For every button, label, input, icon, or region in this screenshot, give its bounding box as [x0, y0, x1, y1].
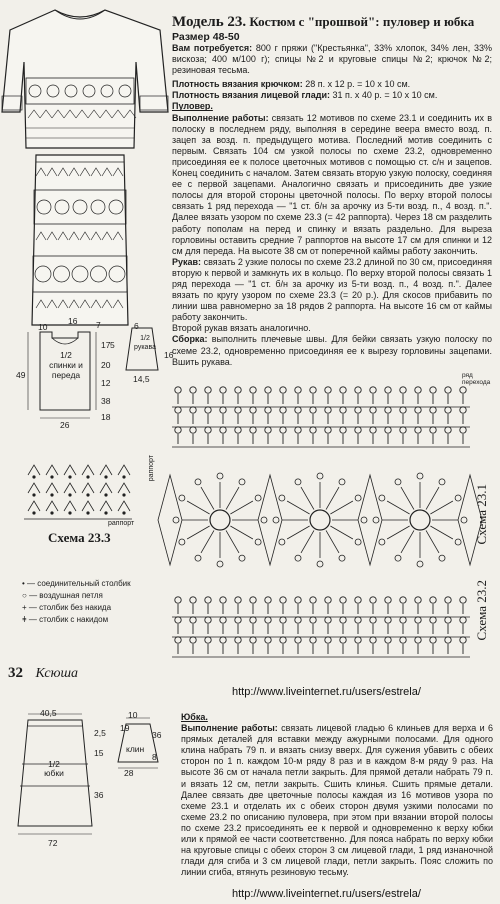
fan-mark: [118, 483, 130, 493]
chain-loop: [310, 637, 316, 643]
petal-loop: [217, 561, 223, 567]
chain-loop: [265, 597, 271, 603]
chain-loop: [340, 387, 346, 393]
wedge-pattern-sketch: [110, 706, 180, 776]
chain-loop: [370, 387, 376, 393]
chain-loop: [220, 407, 226, 413]
chain-loop: [340, 407, 346, 413]
fan-mark: [64, 465, 76, 475]
chain-loop: [235, 407, 241, 413]
dim-right-1: 17: [101, 340, 111, 350]
dim-left-height: 49: [16, 370, 26, 380]
fan-mark: [118, 465, 130, 475]
pullover-description: Вам потребуется: 800 г пряжи ("Крестьянка", 33% хлопок, 34% лен, 33% вискоза; 400 м/100 г); спицы №2 и круговые спицы №2; крючок №2; резиновая тесьма. Плотность вязания крючком: 28 п. х 12 р. = 10 х 10 см. Плотность вязания лицевой глади: 31 п. х 40 р. = 10 х 10 см. Пуловер. Выполнение работы: связать 12 мотивов по схеме 23.1 и соединить их в полоску в последнем ряду, выполняя в середине веера вместо возд. п. зацеп за возд. п. предыдущего мотива. Последний мотив соединить с первым. Связать 104 см узкой полосы по схеме 23.2, одновременно присоединяя ее к полосе цветочных мотивов с помощью ст. с/н и зацепов. Конец соединить с началом. Затем связать вторую узкую полоску, соединяя ее с первой зацепами. Аналогично связать и присоединить две узкие полосы для второй стороны цветочной полосы. По верху второй полосы связать 1 ряд перехода — "1 ст. б/н за арочку из 5-ти возд. п., 4 возд. п.". Далее вязать узором по схеме 23.3 (= 42 раппорта). Через 18 см разделить работу пополам на перед и спинку и вязать раздельно. Для выреза горловины оставить средние 7 раппортов на высоте 17 см для спинки и 12 см для переда. На высоте 38 см от поперечной каймы работу закончить. Рукав: связать 2 узкие полосы по схеме 23.2 длиной по 30 см, присоединяя вторую к первой и замкнуть их в кольцо. По верху второй полосы связать 1 ряд перехода — "1 ст. б/н за арочку из 5-ти возд. п., 4 возд. п.". Далее вязать по кругу узором по схеме 23.3 (= 20 р.). Для скосов прибавить по линии шва равномерно за 18 рядов 2 раппорта. На высоте 16 см от каймы работу закончить. Второй рукав вязать аналогично. Сборка: выполнить плечевые швы. Для бейки связать узкую полоску по схеме 23.2, одновременно присоединяя ее к вырезу горловины зацепами. Вшить рукава.: [172, 43, 492, 367]
wedge-dim-upper: 19: [120, 723, 130, 733]
chain-loop: [205, 427, 211, 433]
chain-loop: [430, 597, 436, 603]
chain-loop: [325, 427, 331, 433]
petal-loop: [255, 495, 261, 501]
stitch-dot: [122, 493, 125, 496]
chain-loop: [460, 407, 466, 413]
garment-illustration: [0, 0, 170, 320]
dim-sleeve-top: 6: [134, 321, 139, 331]
chain-loop: [250, 427, 256, 433]
chain-loop: [445, 387, 451, 393]
petal-loop: [239, 555, 245, 561]
chain-loop: [280, 597, 286, 603]
petal-stitch: [201, 530, 214, 553]
chain-loop: [220, 427, 226, 433]
chain-loop: [340, 637, 346, 643]
chain-loop: [280, 387, 286, 393]
skirt-dim-belt: 2,5: [94, 728, 106, 738]
scheme-232-label: Схема 23.2: [474, 580, 489, 641]
stitch-dot: [122, 475, 125, 478]
scheme-231-label: Схема 23.1: [474, 484, 489, 545]
petal-stitch: [301, 530, 314, 553]
scheme-233-title: Схема 23.3: [48, 530, 111, 545]
petal-stitch: [326, 530, 339, 553]
petal-stitch: [287, 501, 310, 514]
chain-loop: [355, 617, 361, 623]
chain-loop: [265, 637, 271, 643]
petal-loop: [361, 517, 367, 523]
fan-mark: [118, 501, 130, 511]
stitch-dot: [104, 493, 107, 496]
fan-mark: [46, 483, 58, 493]
stitch-dot: [32, 475, 35, 478]
chain-loop: [355, 427, 361, 433]
chain-loop: [415, 597, 421, 603]
chain-loop: [265, 407, 271, 413]
chain-loop: [460, 387, 466, 393]
watermark-url-bottom: http://www.liveinternet.ru/users/estrela/: [232, 888, 421, 900]
dim-top-left: 10: [38, 322, 48, 332]
skirt-dim-mid: 15: [94, 748, 104, 758]
chain-loop: [430, 407, 436, 413]
chain-loop: [190, 387, 196, 393]
chain-loop: [310, 407, 316, 413]
dim-sleeve-left: 5: [110, 340, 115, 350]
chain-loop: [400, 407, 406, 413]
petal-loop: [273, 517, 279, 523]
diamond-connector: [258, 475, 282, 565]
petal-stitch: [226, 530, 239, 553]
petal-loop: [439, 555, 445, 561]
motif-center: [310, 510, 330, 530]
chain-loop: [385, 387, 391, 393]
chain-loop: [280, 407, 286, 413]
petal-loop: [195, 555, 201, 561]
petal-loop: [279, 539, 285, 545]
diamond-connector: [158, 475, 182, 565]
petal-stitch: [426, 487, 439, 510]
petal-loop: [255, 539, 261, 545]
petal-stitch: [387, 526, 410, 539]
chain-loop: [340, 427, 346, 433]
chain-loop: [430, 387, 436, 393]
skirt-dim-bottom: 36: [94, 790, 104, 800]
wedge-dim-band: 8: [152, 752, 157, 762]
chain-loop: [400, 597, 406, 603]
petal-stitch: [301, 487, 314, 510]
petal-loop: [461, 517, 467, 523]
petal-stitch: [230, 501, 253, 514]
single-crochet-icon: +: [22, 603, 27, 612]
chain-loop: [265, 427, 271, 433]
chain-loop: [280, 427, 286, 433]
fan-mark: [100, 465, 112, 475]
chain-loop: [415, 407, 421, 413]
petal-loop: [439, 479, 445, 485]
fan-mark: [28, 483, 40, 493]
petal-loop: [355, 539, 361, 545]
motif-center: [210, 510, 230, 530]
dim-right-5: 18: [101, 412, 111, 422]
petal-loop: [373, 517, 379, 523]
dim-top-mid: 16: [68, 316, 78, 326]
fan-mark: [82, 483, 94, 493]
chain-loop: [385, 637, 391, 643]
chain-loop: [190, 597, 196, 603]
row-transition-label: ряд перехода: [462, 372, 491, 386]
chain-loop: [235, 427, 241, 433]
diamond-connector: [358, 475, 382, 565]
chain-loop: [235, 617, 241, 623]
petal-stitch: [401, 530, 414, 553]
chain-loop: [295, 637, 301, 643]
stitch-dot: [50, 511, 53, 514]
chain-loop: [205, 387, 211, 393]
stitch-dot: [86, 475, 89, 478]
magazine-brand: Ксюша: [35, 666, 79, 681]
chain-loop: [445, 637, 451, 643]
slip-stitch-icon: •: [22, 579, 25, 588]
chain-loop: [175, 637, 181, 643]
fan-mark: [100, 483, 112, 493]
chain-loop: [295, 617, 301, 623]
chain-loop: [190, 427, 196, 433]
petal-stitch: [230, 526, 253, 539]
petal-loop: [355, 495, 361, 501]
dim-neck: 7: [96, 320, 101, 330]
chain-loop: [445, 597, 451, 603]
petal-loop: [295, 555, 301, 561]
chain-loop: [460, 427, 466, 433]
chain-loop: [190, 617, 196, 623]
chain-loop: [295, 387, 301, 393]
petal-loop: [179, 539, 185, 545]
chain-loop: [325, 597, 331, 603]
fan-mark: [46, 465, 58, 475]
chain-loop: [400, 427, 406, 433]
fan-mark: [28, 501, 40, 511]
wedge-dim-top: 10: [128, 710, 138, 720]
chain-loop: [250, 597, 256, 603]
chain-loop: [385, 617, 391, 623]
chain-loop: [445, 617, 451, 623]
skirt-label: 1/2 юбки: [44, 759, 64, 778]
motif-center: [410, 510, 430, 530]
chain-loop: [325, 637, 331, 643]
chain-loop: [355, 597, 361, 603]
legend-item-slip-stitch: • — соединительный столбик: [22, 579, 131, 588]
watermark-url-top: http://www.liveinternet.ru/users/estrela/: [232, 686, 421, 698]
size-line: Размер 48-50: [172, 31, 240, 43]
chain-loop: [460, 617, 466, 623]
wedge-label: клин: [126, 744, 145, 754]
chain-loop: [175, 597, 181, 603]
petal-loop: [279, 495, 285, 501]
chain-loop: [355, 387, 361, 393]
chain-loop: [205, 637, 211, 643]
petal-stitch: [387, 501, 410, 514]
dim-right-2: 20: [101, 360, 111, 370]
chain-loop: [400, 617, 406, 623]
stitch-dot: [104, 511, 107, 514]
petal-loop: [395, 479, 401, 485]
legend-item-dc: ǂ — столбик с накидом: [22, 615, 109, 624]
chain-loop: [235, 637, 241, 643]
chain-loop: [415, 637, 421, 643]
chain-loop: [175, 427, 181, 433]
chain-loop: [370, 407, 376, 413]
chain-loop: [370, 427, 376, 433]
stitch-dot: [86, 493, 89, 496]
chain-loop: [190, 637, 196, 643]
chain-loop: [385, 597, 391, 603]
petal-stitch: [287, 526, 310, 539]
chain-loop: [250, 637, 256, 643]
petal-stitch: [187, 501, 210, 514]
chain-loop: [460, 597, 466, 603]
skirt-description: Юбка. Выполнение работы: связать лицевой гладью 6 клиньев для верха и 6 прямых деталей для вставки между ажурными полосами. Для одного клина набрать 79 п. и вязать снизу вверх. Для сужения убавить с обеих сторон по 1 п. каждом 10-м ряду 8 раз и в каждом 8-м ряду 9 раз. На высоте 36 см от начала петли закрыть. Для прямой детали набрать 79 п. и вязать 12 см, петли закрыть. Сшить клинья. Сшить прямые детали. Далее связать две цветочные полосы каждая из 16 мотивов узора по схеме 23.1 и отделать их с обеих сторон двумя узкими полосами по схеме 23.2 по описанию пуловера, при этом при вязании второй полосы по схеме 23.2 присоединять ее к первой и одновременно к верху юбки или к прямой ее части соответственно. Для пояса набрать по верху юбки на круговые спицы с обеих сторон 3 см лицевой глади, 1 ряд изнаночной глади для сгиба и 3 см лицевой глади, петли закрыть. Пояс сложить по линии сгиба, втянуть резиновую тесьму.: [181, 712, 493, 878]
wedge-dim-right: 36: [152, 730, 162, 740]
chain-loop: [340, 597, 346, 603]
petal-stitch: [187, 526, 210, 539]
chain-loop: [355, 637, 361, 643]
chain-loop: [415, 617, 421, 623]
petal-loop: [217, 473, 223, 479]
rapport-side-label: раппорт: [148, 455, 155, 482]
chain-loop: [250, 387, 256, 393]
petal-loop: [417, 473, 423, 479]
dim-sleeve-right: 16: [164, 350, 174, 360]
chain-loop: [415, 427, 421, 433]
petal-loop: [173, 517, 179, 523]
chain-loop: [445, 407, 451, 413]
chain-loop: [175, 407, 181, 413]
chain-loop: [430, 427, 436, 433]
stitch-dot: [68, 511, 71, 514]
stitch-dot: [86, 511, 89, 514]
stitch-dot: [104, 475, 107, 478]
petal-stitch: [201, 487, 214, 510]
chain-loop: [370, 597, 376, 603]
dim-right-3: 12: [101, 378, 111, 388]
petal-loop: [379, 539, 385, 545]
chain-loop: [220, 617, 226, 623]
chain-loop: [175, 387, 181, 393]
fan-mark: [82, 501, 94, 511]
fan-mark: [28, 465, 40, 475]
chain-loop: [235, 387, 241, 393]
chain-loop: [250, 407, 256, 413]
chain-loop: [220, 387, 226, 393]
skirt-dim-width: 72: [48, 838, 58, 848]
petal-loop: [417, 561, 423, 567]
petal-loop: [455, 495, 461, 501]
chain-loop: [415, 387, 421, 393]
chain-loop: [205, 407, 211, 413]
chain-loop: [295, 427, 301, 433]
petal-loop: [455, 539, 461, 545]
chain-loop: [340, 617, 346, 623]
petal-loop: [339, 479, 345, 485]
petal-loop: [379, 495, 385, 501]
chain-loop: [400, 387, 406, 393]
chain-loop: [205, 597, 211, 603]
stitch-dot: [68, 475, 71, 478]
model-title: Модель 23. Костюм с "прошвой": пуловер и юбка: [172, 14, 475, 30]
chain-loop: [280, 617, 286, 623]
legend-item-chain: ○ — воздушная петля: [22, 591, 103, 600]
skirt-dim-top: 40,5: [40, 708, 57, 718]
chain-loop: [370, 637, 376, 643]
chain-loop: [295, 407, 301, 413]
chain-loop: [325, 387, 331, 393]
petal-loop: [179, 495, 185, 501]
petal-stitch: [226, 487, 239, 510]
stitch-dot: [68, 493, 71, 496]
chain-loop: [460, 637, 466, 643]
stitch-dot: [50, 493, 53, 496]
rapport-bottom-label: раппорт: [108, 520, 135, 527]
stitch-dot: [32, 493, 35, 496]
chain-loop: [205, 617, 211, 623]
chain-loop: [325, 617, 331, 623]
page-number: 32: [8, 665, 23, 681]
sleeve-label: 1/2 рукава: [134, 335, 156, 351]
petal-loop: [261, 517, 267, 523]
main-crochet-chart: [170, 380, 475, 680]
wedge-dim-bottom: 28: [124, 768, 134, 778]
petal-loop: [339, 555, 345, 561]
petal-stitch: [401, 487, 414, 510]
petal-stitch: [330, 526, 353, 539]
double-crochet-icon: ǂ: [22, 615, 27, 624]
back-front-label: 1/2 спинки и переда: [49, 350, 83, 380]
chain-loop: [280, 637, 286, 643]
chain-loop: [310, 427, 316, 433]
fan-mark: [100, 501, 112, 511]
chain-loop: [430, 617, 436, 623]
page-footer: [8, 664, 78, 682]
petal-stitch: [426, 530, 439, 553]
dim-sleeve-bottom: 14,5: [133, 374, 150, 384]
chain-loop: [190, 407, 196, 413]
chain-loop: [175, 617, 181, 623]
petal-stitch: [326, 487, 339, 510]
chain-loop: [220, 597, 226, 603]
chain-loop: [310, 387, 316, 393]
dim-bottom-width: 26: [60, 420, 70, 430]
chain-loop: [385, 407, 391, 413]
scheme-233-chart: [20, 455, 140, 525]
petal-stitch: [430, 526, 453, 539]
fan-mark: [64, 501, 76, 511]
chain-loop: [385, 427, 391, 433]
stitch-dot: [50, 475, 53, 478]
fan-mark: [46, 501, 58, 511]
petal-loop: [239, 479, 245, 485]
petal-stitch: [330, 501, 353, 514]
fan-mark: [64, 483, 76, 493]
dim-right-4: 38: [101, 396, 111, 406]
chain-loop: [445, 427, 451, 433]
chain-loop: [265, 617, 271, 623]
chain-loop: [310, 617, 316, 623]
chain-loop: [265, 387, 271, 393]
chain-icon: ○: [22, 591, 27, 600]
legend-item-sc: + — столбик без накида: [22, 603, 112, 612]
chain-loop: [295, 597, 301, 603]
chain-loop: [430, 637, 436, 643]
fan-mark: [82, 465, 94, 475]
petal-loop: [317, 561, 323, 567]
stitch-dot: [122, 511, 125, 514]
petal-loop: [295, 479, 301, 485]
chain-loop: [400, 637, 406, 643]
chain-loop: [250, 617, 256, 623]
petal-loop: [317, 473, 323, 479]
chain-loop: [355, 407, 361, 413]
chain-loop: [370, 617, 376, 623]
petal-loop: [395, 555, 401, 561]
chain-loop: [325, 407, 331, 413]
petal-loop: [195, 479, 201, 485]
legend: [22, 578, 131, 626]
chain-loop: [235, 597, 241, 603]
stitch-dot: [32, 511, 35, 514]
chain-loop: [310, 597, 316, 603]
petal-stitch: [430, 501, 453, 514]
chain-loop: [220, 637, 226, 643]
